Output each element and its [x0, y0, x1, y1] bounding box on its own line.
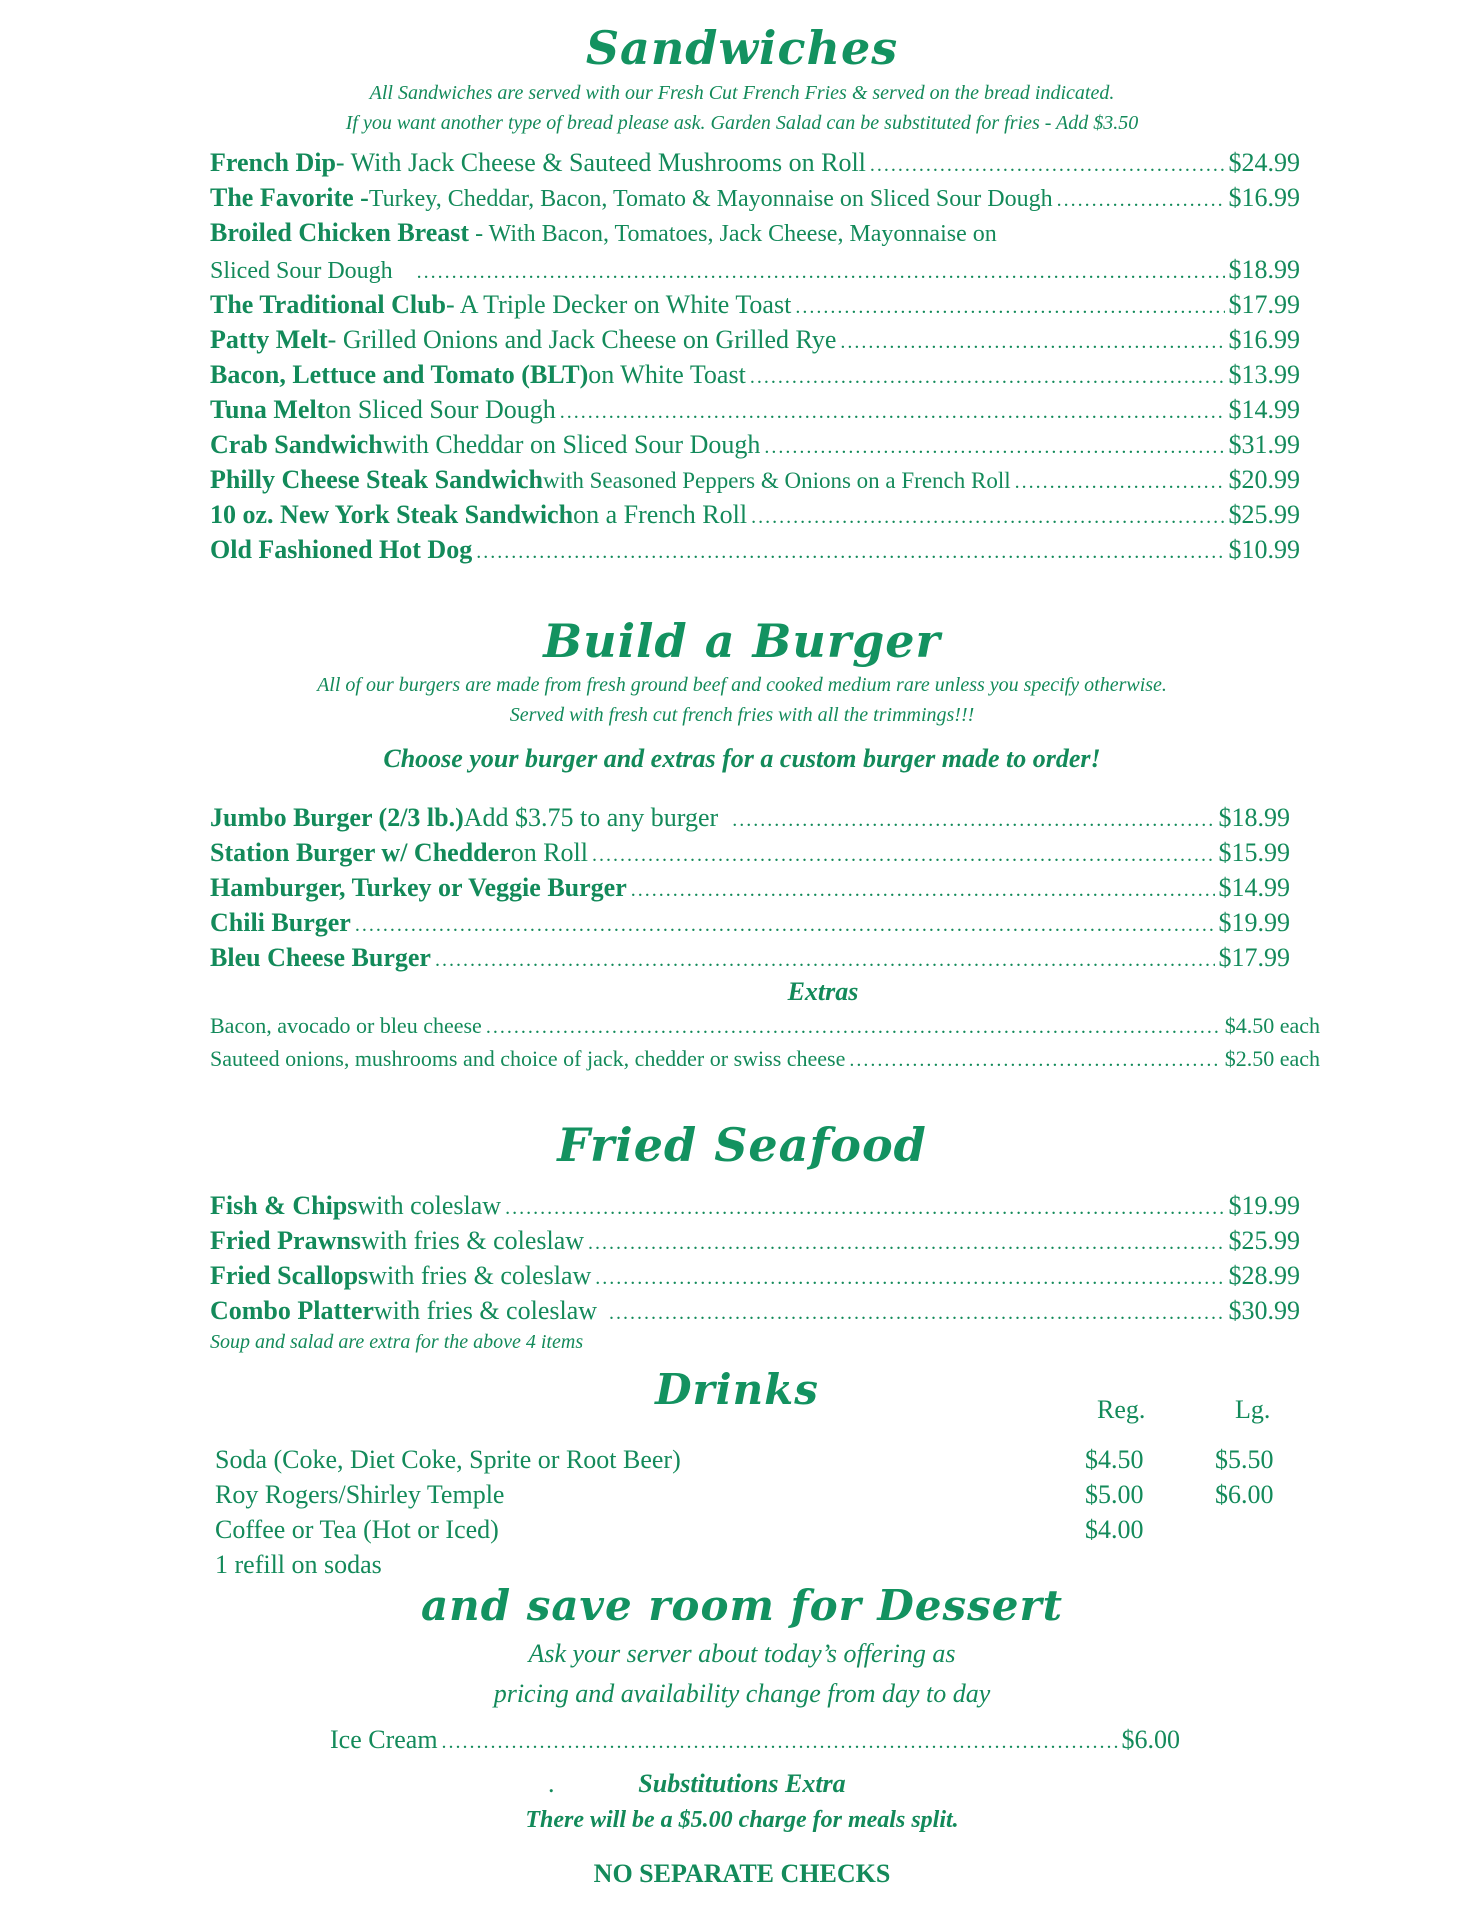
menu-item [330, 1722, 1180, 1757]
item-price: $28.99 [1228, 1261, 1300, 1290]
drink-name: Coffee or Tea (Hot or Iced) [215, 1515, 499, 1544]
item-price: $14.99 [1228, 395, 1300, 424]
item-name: Combo Platter [210, 1296, 374, 1325]
drink-lg-price: $5.50 [1215, 1445, 1274, 1474]
drink-refill-note: 1 refill on sodas [215, 1550, 382, 1579]
leader-dots [870, 148, 1225, 183]
drink-reg-price: $4.00 [1085, 1515, 1144, 1544]
item-name: Chili Burger [210, 908, 351, 937]
sandwiches-subtitle-2: If you want another type of bread please ask. Garden Salad can be substituted for fries - Add $3.50 [345, 112, 1139, 134]
item-desc: on a French Roll [573, 500, 748, 529]
item-price: $25.99 [1228, 500, 1300, 529]
item-name: Crab Sandwich [210, 430, 383, 459]
item-name: The Traditional Club [210, 290, 446, 319]
item-name: Broiled Chicken Breast [210, 218, 470, 247]
leader-dots [840, 325, 1224, 360]
split-charge-note: There will be a $5.00 charge for meals split. [525, 1807, 959, 1833]
menu-item [210, 800, 1290, 835]
drink-row [215, 1442, 1325, 1477]
leader-dots [631, 873, 1215, 908]
item-name: Patty Melt [210, 325, 328, 354]
leader-dots [486, 1011, 1221, 1044]
drink-name: Soda (Coke, Diet Coke, Sprite or Root Beer) [215, 1445, 681, 1474]
menu-item [210, 145, 1300, 180]
sandwiches-subtitle-1: All Sandwiches are served with our Fresh Cut French Fries & served on the bread indicated. [369, 82, 1115, 104]
menu-item [210, 1188, 1300, 1223]
menu-item [210, 1223, 1300, 1258]
leader-dots [1057, 183, 1225, 218]
footer [0, 1766, 1484, 1892]
item-name: Bleu Cheese Burger [210, 943, 431, 972]
leader-dots [505, 1191, 1224, 1226]
item-price: $18.99 [1218, 803, 1290, 832]
menu-item [210, 462, 1300, 497]
leader-dots [560, 395, 1225, 430]
leader-dots [595, 1261, 1224, 1296]
item-price: $20.99 [1228, 465, 1300, 494]
menu-item [210, 835, 1290, 870]
item-desc: - With Bacon, Tomatoes, Jack Cheese, Mayonnaise on [469, 221, 997, 247]
item-price: $10.99 [1228, 535, 1300, 564]
item-price: $19.99 [1228, 1191, 1300, 1220]
item-desc: Add $3.75 to any burger [463, 803, 719, 832]
item-price: $15.99 [1218, 838, 1290, 867]
leader-dots [764, 430, 1224, 465]
col-lg: Lg. [1235, 1395, 1271, 1424]
menu-item [210, 497, 1300, 532]
item-price: $17.99 [1218, 943, 1290, 972]
leader-dots [435, 943, 1215, 978]
item-price: $18.99 [1228, 255, 1300, 284]
sandwich-list [210, 145, 1300, 567]
sandwiches-title: Sandwiches [585, 21, 899, 75]
item-price: $17.99 [1228, 290, 1300, 319]
item-desc: on Roll [510, 838, 588, 867]
item-price: $25.99 [1228, 1226, 1300, 1255]
item-name: Fried Prawns [210, 1226, 361, 1255]
leader-dots [442, 1725, 1118, 1760]
item-name: Hamburger, Turkey or Veggie Burger [210, 873, 627, 902]
burgers-tagline: Choose your burger and extras for a custom burger made to order! [383, 744, 1101, 773]
item-price: $13.99 [1228, 360, 1300, 389]
burgers-header [0, 612, 1484, 774]
item-desc: with fries & coleslaw [373, 1296, 598, 1325]
sandwiches-header [0, 18, 1484, 138]
menu-item [210, 180, 1300, 215]
dessert-list [330, 1722, 1180, 1757]
menu-item [210, 287, 1300, 322]
item-name: 10 oz. New York Steak Sandwich [210, 500, 574, 529]
item-name: Fish & Chips [210, 1191, 358, 1220]
dessert-header [0, 1578, 1484, 1714]
item-name: French Dip [210, 148, 336, 177]
item-desc: with fries & coleslaw [368, 1261, 592, 1290]
item-name: Tuna Melt [210, 395, 326, 424]
item-price: $6.00 [1121, 1725, 1180, 1754]
item-price: $19.99 [1218, 908, 1290, 937]
item-price: $31.99 [1228, 430, 1300, 459]
menu-item [210, 392, 1300, 427]
dessert-line-2: pricing and availability change from day to day [493, 1679, 991, 1708]
menu-item [210, 532, 1300, 567]
item-name: Station Burger w/ Chedder [210, 838, 511, 867]
seafood-header [0, 1115, 1484, 1175]
menu-item [210, 1258, 1300, 1293]
seafood-list [210, 1188, 1300, 1356]
dessert-title: and save room for Dessert [420, 1581, 1064, 1630]
leader-dots [609, 1296, 1224, 1331]
item-name: Philly Cheese Steak Sandwich [210, 465, 543, 494]
drinks-title: Drinks [655, 1365, 819, 1414]
item-name: Fried Scallops [210, 1261, 369, 1290]
item-desc: - With Jack Cheese & Sauteed Mushrooms on Roll [335, 148, 866, 177]
leader-dots [751, 500, 1224, 535]
menu-item [210, 940, 1290, 975]
drink-reg-price: $4.50 [1085, 1445, 1144, 1474]
item-price: $16.99 [1228, 325, 1300, 354]
dessert-line-1: Ask your server about today’s offering as [528, 1639, 956, 1668]
extra-item [210, 1009, 1320, 1042]
leader-dots [592, 838, 1215, 873]
item-desc: with fries & coleslaw [360, 1226, 585, 1255]
drink-row [215, 1512, 1325, 1547]
item-name: Bacon, avocado or bleu cheese [210, 1013, 482, 1038]
item-price: $30.99 [1228, 1296, 1300, 1325]
menu-item-broiled-chicken [210, 215, 1300, 287]
stray-dot: . [548, 1769, 555, 1798]
item-name: Ice Cream [330, 1725, 438, 1754]
item-name: Bacon, Lettuce and Tomato (BLT) [210, 360, 589, 389]
leader-dots [750, 360, 1225, 395]
item-desc-continued: Sliced Sour Dough [210, 258, 393, 284]
item-name: Jumbo Burger (2/3 lb.) [210, 803, 464, 832]
burger-list [210, 800, 1320, 1075]
item-desc: on White Toast [588, 360, 746, 389]
item-desc: with Cheddar on Sliced Sour Dough [382, 430, 761, 459]
drink-row [215, 1477, 1325, 1512]
leader-dots [795, 290, 1224, 325]
item-name: The Favorite - [210, 183, 369, 212]
drink-lg-price [1215, 1512, 1325, 1547]
leader-dots [417, 255, 1225, 290]
menu-item [210, 870, 1290, 905]
leader-dots [849, 1044, 1220, 1077]
item-price: $14.99 [1218, 873, 1290, 902]
no-separate-checks: NO SEPARATE CHECKS [593, 1859, 891, 1888]
item-desc: - Grilled Onions and Jack Cheese on Grilled Rye [327, 325, 837, 354]
item-desc: Turkey, Cheddar, Bacon, Tomato & Mayonnaise on Sliced Sour Dough [368, 186, 1053, 212]
leader-dots [732, 803, 1214, 838]
item-desc: - A Triple Decker on White Toast [446, 290, 792, 319]
menu-item [210, 427, 1300, 462]
item-price: $16.99 [1228, 183, 1300, 212]
drink-name: Roy Rogers/Shirley Temple [215, 1480, 505, 1509]
extras-title: Extras [787, 977, 859, 1006]
burgers-title: Build a Burger [543, 614, 941, 668]
leader-dots [355, 908, 1215, 943]
item-desc: with Seasoned Peppers & Onions on a French Roll [543, 468, 1011, 493]
item-desc: with coleslaw [357, 1191, 502, 1220]
col-reg: Reg. [1097, 1395, 1146, 1424]
item-desc: on Sliced Sour Dough [325, 395, 556, 424]
drinks-table [215, 1390, 1325, 1582]
extra-item [210, 1042, 1320, 1075]
menu-item [210, 357, 1300, 392]
item-price: $2.50 each [1224, 1046, 1320, 1071]
drinks-column-headers [215, 1390, 1325, 1430]
menu-item [210, 905, 1290, 940]
drink-lg-price: $6.00 [1215, 1480, 1274, 1509]
item-price: $4.50 each [1224, 1013, 1320, 1038]
seafood-note: Soup and salad are extra for the above 4 items [210, 1331, 584, 1353]
menu-item [210, 1293, 1300, 1328]
burgers-subtitle-2: Served with fresh cut french fries with all the trimmings!!! [509, 704, 975, 726]
leader-dots [588, 1226, 1224, 1261]
leader-dots [476, 535, 1224, 570]
substitutions-note: Substitutions Extra [638, 1769, 846, 1798]
item-name: Sauteed onions, mushrooms and choice of jack, chedder or swiss cheese [210, 1046, 846, 1071]
item-name: Old Fashioned Hot Dog [210, 535, 473, 564]
item-price: $24.99 [1228, 148, 1300, 177]
seafood-title: Fried Seafood [557, 1118, 927, 1172]
leader-dots [1015, 465, 1225, 500]
drink-reg-price: $5.00 [1085, 1480, 1144, 1509]
menu-item [210, 322, 1300, 357]
burgers-subtitle-1: All of our burgers are made from fresh ground beef and cooked medium rare unless you specify otherwise. [317, 674, 1167, 696]
